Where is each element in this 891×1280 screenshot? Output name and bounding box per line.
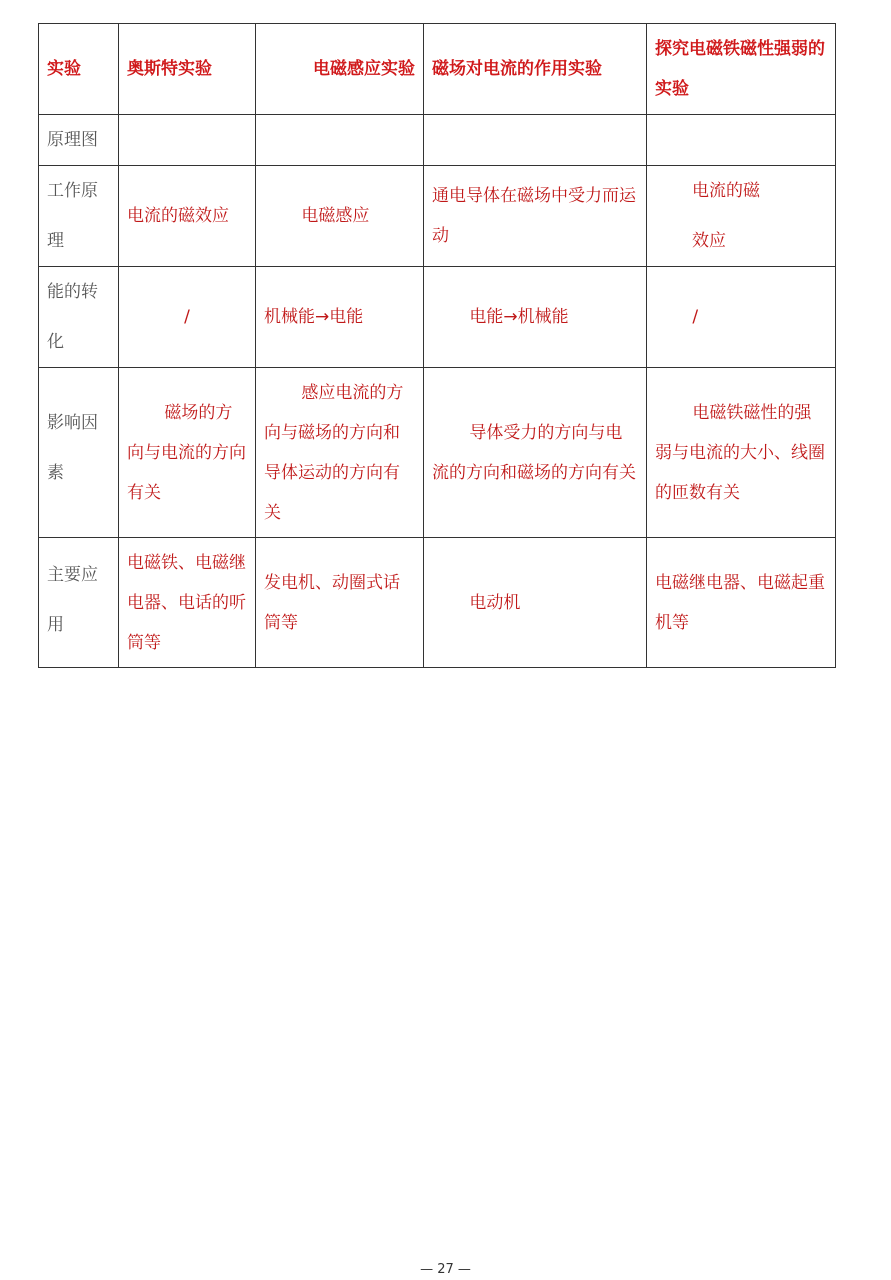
table-cell: [424, 115, 647, 166]
table-row-working-principle: [39, 166, 836, 267]
table-cell: 通电导体在磁场中受力而运动: [424, 166, 647, 267]
table-row-main-applications: [39, 538, 836, 668]
table-cell: 电动机: [424, 538, 647, 668]
header-cell-induction: 电磁感应实验: [256, 24, 424, 115]
header-cell-experiment: 实验: [39, 24, 119, 115]
table-cell: 电流的磁效应: [647, 166, 836, 267]
table-row-influencing-factors: [39, 368, 836, 538]
table-cell: 磁场的方向与电流的方向有关: [119, 368, 256, 538]
table-row-principle-diagram: [39, 115, 836, 166]
header-cell-electromagnet-strength: 探究电磁铁磁性强弱的实验: [647, 24, 836, 115]
table-cell: 发电机、动圈式话筒等: [256, 538, 424, 668]
table-cell: 导体受力的方向与电流的方向和磁场的方向有关: [424, 368, 647, 538]
row-label-working-principle: 工作原理: [39, 166, 119, 267]
header-cell-oersted: 奥斯特实验: [119, 24, 256, 115]
table-cell: /: [119, 267, 256, 368]
table-cell: 感应电流的方向与磁场的方向和导体运动的方向有关: [256, 368, 424, 538]
table-header-row: [39, 24, 836, 115]
table-cell: [119, 115, 256, 166]
header-cell-force-on-current: 磁场对电流的作用实验: [424, 24, 647, 115]
table-row-energy-conversion: [39, 267, 836, 368]
table-cell: 电磁继电器、电磁起重机等: [647, 538, 836, 668]
experiment-comparison-table: [38, 23, 836, 668]
table-cell: /: [647, 267, 836, 368]
table-cell: 电磁感应: [256, 166, 424, 267]
row-label-influencing-factors: 影响因素: [39, 368, 119, 538]
row-label-main-applications: 主要应用: [39, 538, 119, 668]
row-label-energy-conversion: 能的转化: [39, 267, 119, 368]
row-label-principle-diagram: 原理图: [39, 115, 119, 166]
table-cell: 电能→机械能: [424, 267, 647, 368]
table-cell: 电磁铁、电磁继电器、电话的听筒等: [119, 538, 256, 668]
table-cell: 电流的磁效应: [119, 166, 256, 267]
table-cell: [256, 115, 424, 166]
table-cell: 机械能→电能: [256, 267, 424, 368]
table-cell: 电磁铁磁性的强弱与电流的大小、线圈的匝数有关: [647, 368, 836, 538]
table-cell: [647, 115, 836, 166]
page-number: — 27 —: [420, 1262, 471, 1277]
